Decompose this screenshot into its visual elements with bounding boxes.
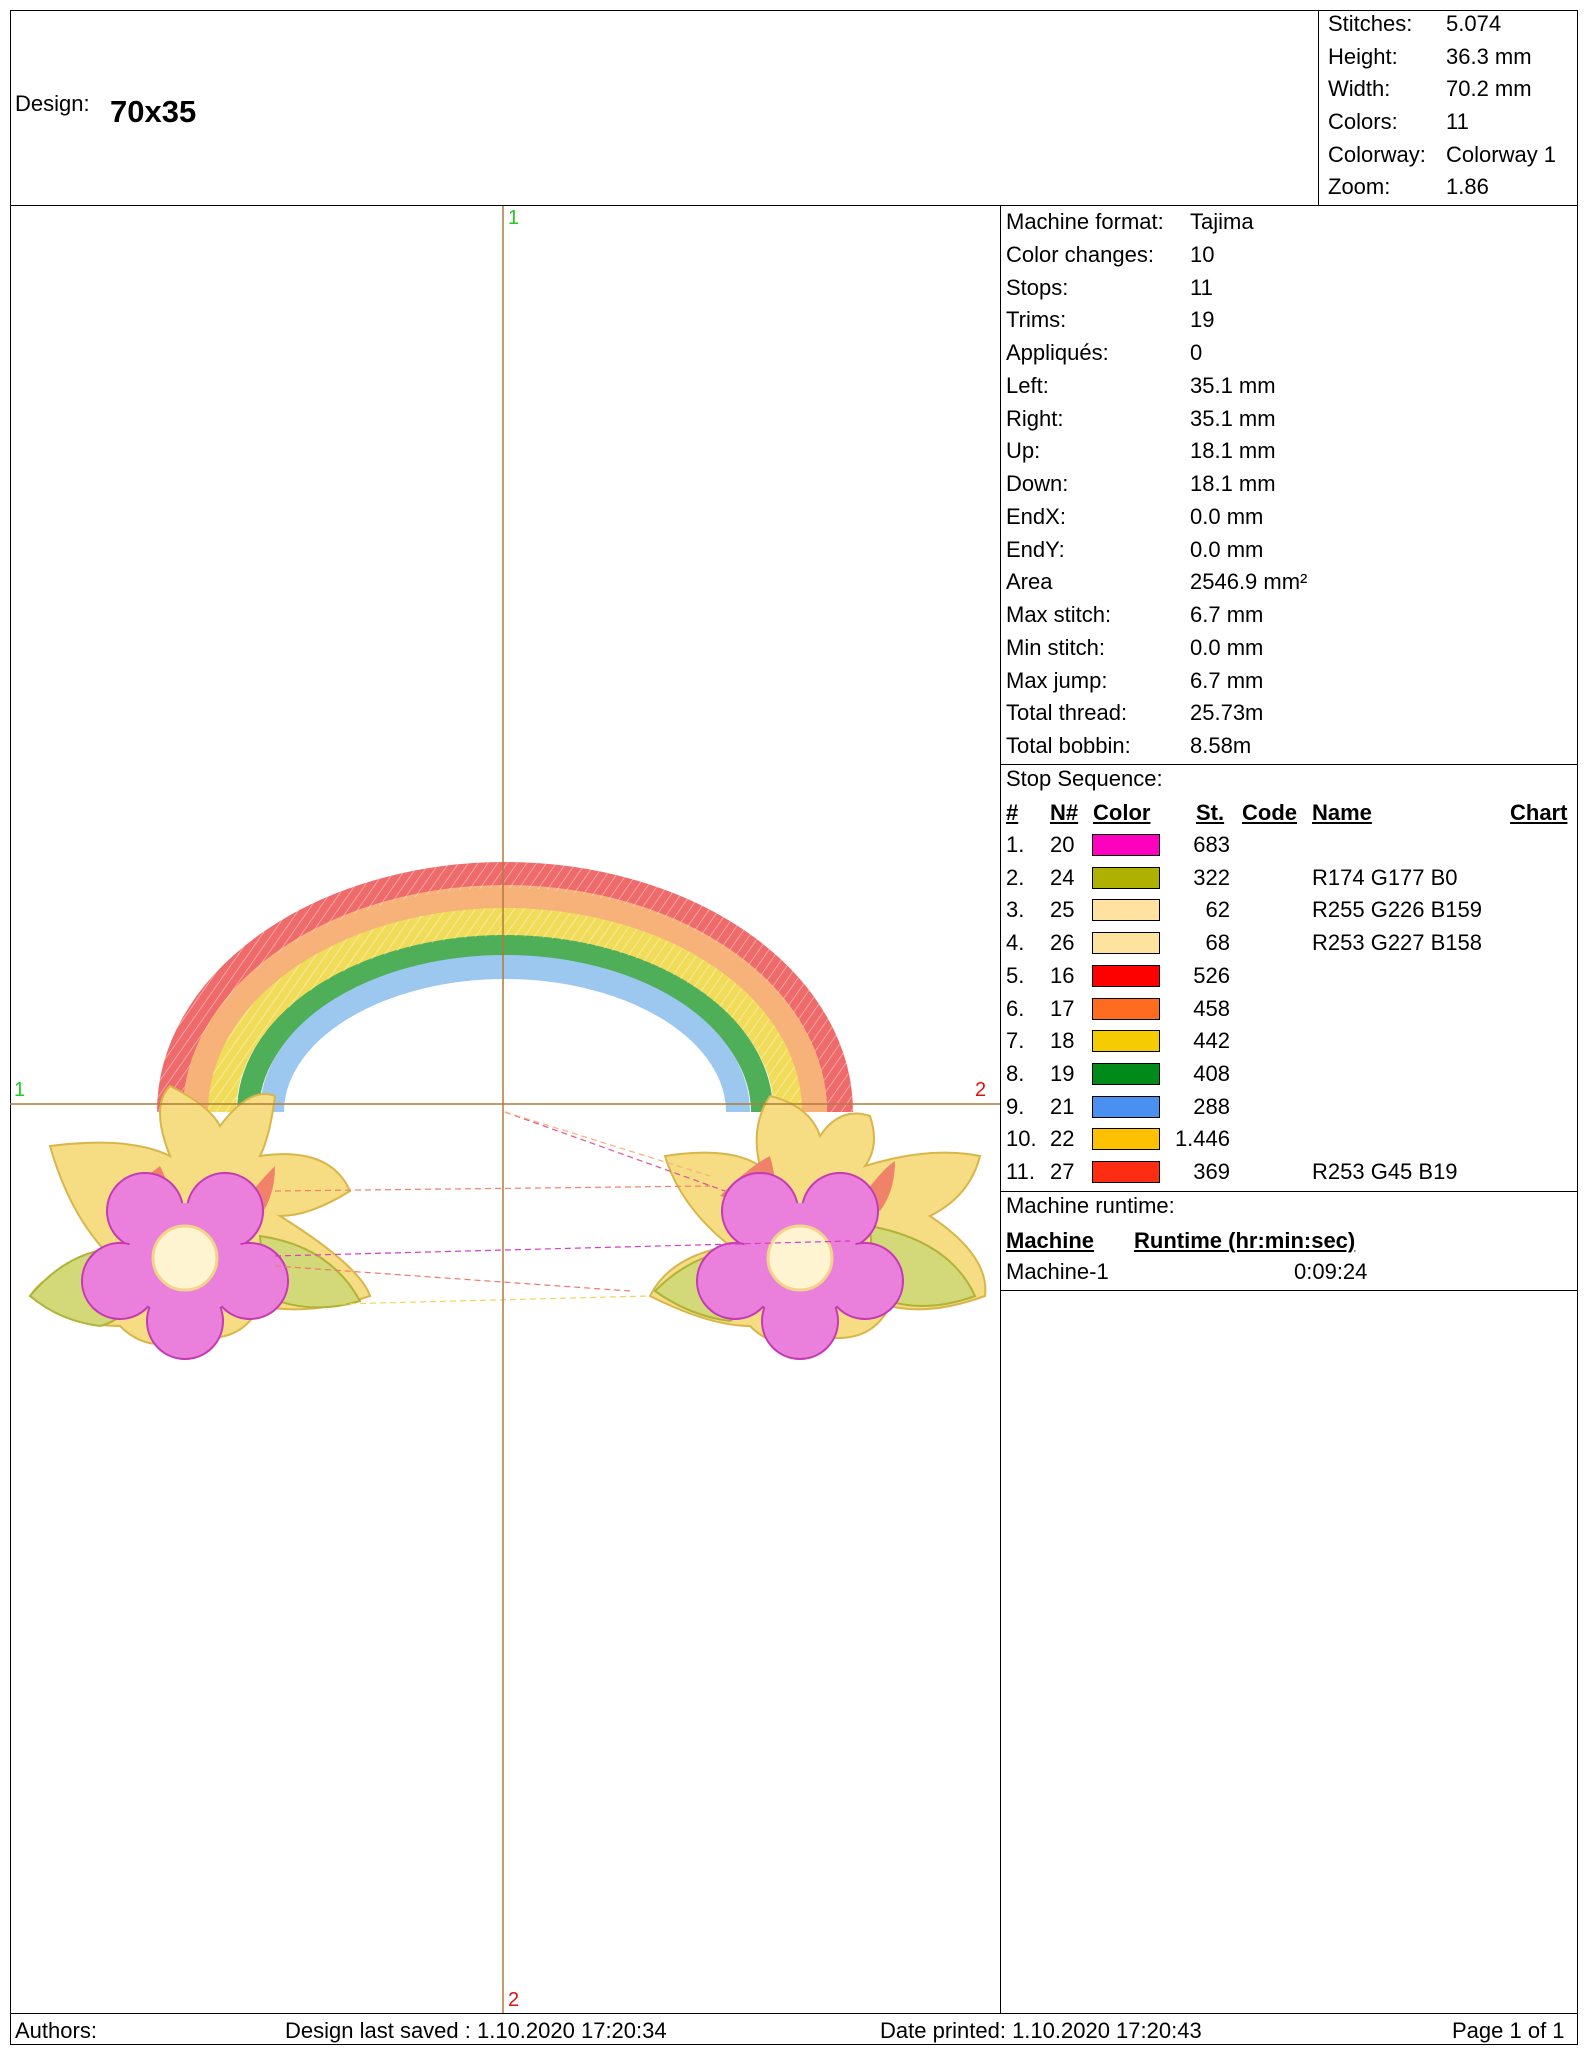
stop-row-n: 24 bbox=[1050, 865, 1075, 890]
stats-divider bbox=[1318, 10, 1319, 206]
info-label: Max stitch: bbox=[1006, 602, 1112, 627]
info-value: 0 bbox=[1190, 340, 1203, 365]
stop-row-num: 4. bbox=[1006, 930, 1025, 955]
footer-page: Page 1 of 1 bbox=[1452, 2018, 1565, 2043]
info-label: Trims: bbox=[1006, 307, 1067, 332]
axis-label-left: 1 bbox=[14, 1079, 26, 1101]
stat-value: 36.3 mm bbox=[1446, 44, 1532, 69]
info-label: Right: bbox=[1006, 406, 1064, 431]
stop-row-stitches: 408 bbox=[1193, 1061, 1230, 1086]
stat-value: 11 bbox=[1446, 109, 1469, 134]
stop-row-stitches: 442 bbox=[1193, 1028, 1230, 1053]
stop-row-num: 8. bbox=[1006, 1061, 1025, 1086]
stat-label: Height: bbox=[1328, 44, 1398, 69]
stat-label: Stitches: bbox=[1328, 11, 1413, 36]
info-label: Min stitch: bbox=[1006, 635, 1106, 660]
stop-row-n: 22 bbox=[1050, 1126, 1075, 1151]
stop-row-num: 9. bbox=[1006, 1094, 1025, 1119]
stop-row-stitches: 683 bbox=[1193, 832, 1230, 857]
stop-row-n: 20 bbox=[1050, 832, 1075, 857]
info-label: EndY: bbox=[1006, 537, 1065, 562]
col-header-code: Code bbox=[1242, 800, 1297, 825]
info-label: Total thread: bbox=[1006, 700, 1128, 725]
stop-row-name: R253 G227 B158 bbox=[1312, 930, 1483, 955]
stop-row-num: 2. bbox=[1006, 865, 1025, 890]
info-value: 35.1 mm bbox=[1190, 406, 1276, 431]
col-header-st: St. bbox=[1196, 800, 1225, 825]
stat-value: Colorway 1 bbox=[1446, 142, 1557, 167]
jump-line bbox=[505, 1112, 710, 1176]
info-label: Up: bbox=[1006, 438, 1041, 463]
info-panel-divider bbox=[1000, 205, 1001, 2013]
info-label: Max jump: bbox=[1006, 668, 1108, 693]
stop-row-name: R174 G177 B0 bbox=[1312, 865, 1458, 890]
info-value: 2546.9 mm² bbox=[1190, 569, 1308, 594]
runtime-bottom-divider bbox=[1000, 1290, 1578, 1291]
stat-label: Width: bbox=[1328, 76, 1391, 101]
stat-label: Zoom: bbox=[1328, 174, 1391, 199]
footer-printed: Date printed: 1.10.2020 17:20:43 bbox=[880, 2018, 1202, 2043]
col-header-num: # bbox=[1006, 800, 1019, 825]
design-name: 70x35 bbox=[110, 94, 197, 129]
right-flower-cluster bbox=[650, 1096, 985, 1359]
info-value: 6.7 mm bbox=[1190, 602, 1264, 627]
stat-label: Colorway: bbox=[1328, 142, 1426, 167]
jump-line bbox=[340, 1296, 650, 1304]
stop-row-n: 16 bbox=[1050, 963, 1075, 988]
info-label: Machine format: bbox=[1006, 209, 1164, 234]
left-flower-cluster bbox=[30, 1086, 370, 1359]
runtime-header-runtime: Runtime (hr:min:sec) bbox=[1134, 1228, 1356, 1253]
stat-value: 70.2 mm bbox=[1446, 76, 1532, 101]
info-value: 11 bbox=[1190, 275, 1213, 300]
runtime-machine: Machine-1 bbox=[1006, 1259, 1109, 1284]
stop-row-num: 6. bbox=[1006, 996, 1025, 1021]
stop-row-num: 1. bbox=[1006, 832, 1025, 857]
stop-row-stitches: 1.446 bbox=[1174, 1126, 1230, 1151]
right-flower-core bbox=[768, 1226, 832, 1290]
col-header-name: Name bbox=[1312, 800, 1372, 825]
axis-label-top: 1 bbox=[508, 207, 520, 229]
info-label: EndX: bbox=[1006, 504, 1066, 529]
footer-authors: Authors: bbox=[15, 2018, 97, 2043]
stop-row-n: 27 bbox=[1050, 1159, 1075, 1184]
stop-row-num: 11. bbox=[1006, 1159, 1035, 1184]
info-value: 8.58m bbox=[1190, 733, 1252, 758]
info-value: 25.73m bbox=[1190, 700, 1264, 725]
info-label: Area bbox=[1006, 569, 1053, 594]
stop-row-num: 5. bbox=[1006, 963, 1025, 988]
footer-divider bbox=[10, 2013, 1578, 2014]
stop-row-n: 17 bbox=[1050, 996, 1075, 1021]
runtime-header-machine: Machine bbox=[1006, 1228, 1095, 1253]
stat-value: 5.074 bbox=[1446, 11, 1502, 36]
stop-sequence-title: Stop Sequence: bbox=[1006, 766, 1163, 791]
left-flower-core bbox=[153, 1226, 217, 1290]
col-header-n: N# bbox=[1050, 800, 1079, 825]
col-header-chart: Chart bbox=[1510, 800, 1568, 825]
stop-row-name: R255 G226 B159 bbox=[1312, 897, 1483, 922]
stop-row-stitches: 68 bbox=[1205, 930, 1230, 955]
axis-label-right: 2 bbox=[975, 1079, 987, 1101]
info-value: 18.1 mm bbox=[1190, 438, 1276, 463]
axis-label-bottom: 2 bbox=[508, 1989, 520, 2011]
runtime-value: 0:09:24 bbox=[1294, 1259, 1368, 1284]
stop-row-stitches: 526 bbox=[1193, 963, 1230, 988]
info-value: Tajima bbox=[1190, 209, 1254, 234]
stop-row-n: 26 bbox=[1050, 930, 1075, 955]
stop-row-stitches: 288 bbox=[1193, 1094, 1230, 1119]
info-value: 0.0 mm bbox=[1190, 537, 1264, 562]
runtime-divider bbox=[1000, 1191, 1578, 1192]
info-value: 35.1 mm bbox=[1190, 373, 1276, 398]
stop-row-name: R253 G45 B19 bbox=[1312, 1159, 1458, 1184]
stop-row-num: 3. bbox=[1006, 897, 1025, 922]
stat-label: Colors: bbox=[1328, 109, 1398, 134]
stop-row-n: 21 bbox=[1050, 1094, 1075, 1119]
info-label: Stops: bbox=[1006, 275, 1069, 300]
info-value: 18.1 mm bbox=[1190, 471, 1276, 496]
info-value: 10 bbox=[1190, 242, 1215, 267]
runtime-title: Machine runtime: bbox=[1006, 1193, 1175, 1218]
rainbow-arcs bbox=[170, 875, 840, 1112]
stop-row-n: 25 bbox=[1050, 897, 1075, 922]
info-label: Total bobbin: bbox=[1006, 733, 1131, 758]
stop-row-num: 10. bbox=[1006, 1126, 1037, 1151]
info-label: Down: bbox=[1006, 471, 1069, 496]
design-preview bbox=[10, 206, 1000, 2013]
stop-row-stitches: 458 bbox=[1193, 996, 1230, 1021]
info-label: Appliqués: bbox=[1006, 340, 1109, 365]
info-label: Left: bbox=[1006, 373, 1049, 398]
footer-saved: Design last saved : 1.10.2020 17:20:34 bbox=[285, 2018, 667, 2043]
stop-row-n: 18 bbox=[1050, 1028, 1075, 1053]
stop-row-stitches: 369 bbox=[1193, 1159, 1230, 1184]
col-header-color: Color bbox=[1093, 800, 1151, 825]
info-value: 19 bbox=[1190, 307, 1215, 332]
design-label: Design: bbox=[15, 91, 90, 116]
info-label: Color changes: bbox=[1006, 242, 1154, 267]
stop-row-num: 7. bbox=[1006, 1028, 1025, 1053]
stop-row-stitches: 322 bbox=[1193, 865, 1230, 890]
info-value: 0.0 mm bbox=[1190, 635, 1264, 660]
info-value: 0.0 mm bbox=[1190, 504, 1264, 529]
info-value: 6.7 mm bbox=[1190, 668, 1264, 693]
stop-row-stitches: 62 bbox=[1205, 897, 1230, 922]
stop-row-n: 19 bbox=[1050, 1061, 1075, 1086]
stat-value: 1.86 bbox=[1446, 174, 1489, 199]
stop-sequence-divider bbox=[1000, 764, 1578, 765]
